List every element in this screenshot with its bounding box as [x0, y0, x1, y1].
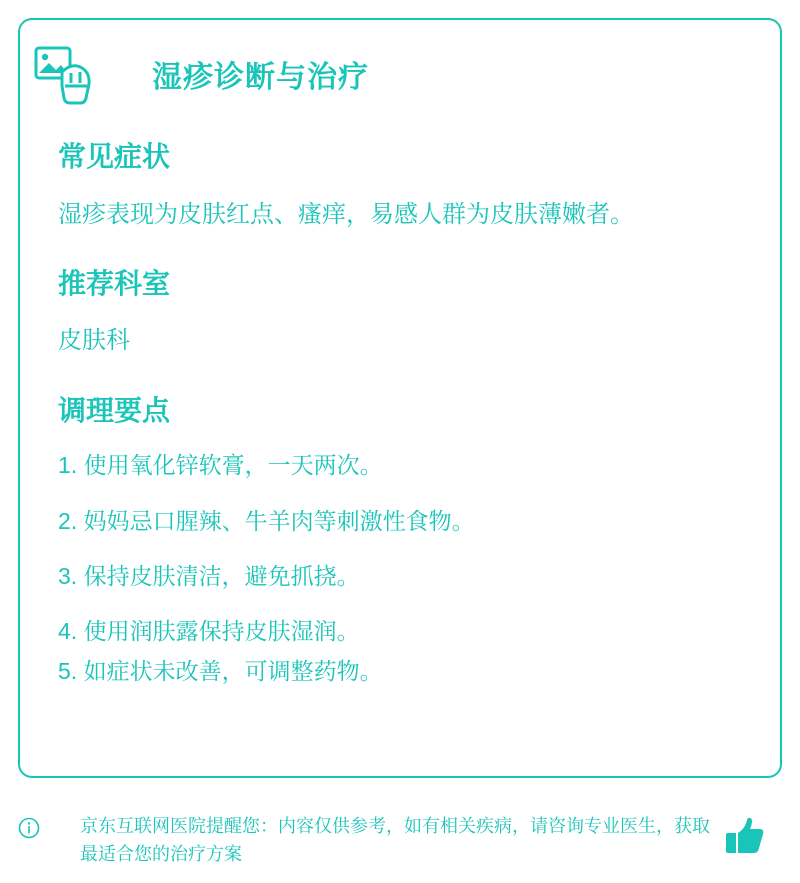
footer-disclaimer	[18, 813, 782, 869]
section-heading-department: 推荐科室	[58, 267, 171, 299]
content-card	[18, 18, 782, 778]
care-points-list	[58, 449, 742, 688]
footer-text: 京东互联网医院提醒您：内容仅供参考，如有相关疾病，请咨询专业医生，获取最适合您的治疗方案	[80, 816, 710, 865]
section-text-department: 皮肤科	[58, 327, 130, 355]
thumbs-up-icon[interactable]	[722, 813, 768, 859]
section-heading-care: 调理要点	[58, 394, 171, 426]
document-image-icon	[34, 42, 98, 106]
list-item: 2. 妈妈忌口腥辣、牛羊肉等刺激性食物。	[58, 507, 475, 534]
list-item: 4. 使用润肤露保持皮肤湿润。	[58, 618, 360, 645]
info-circle-icon	[18, 817, 40, 839]
section-heading-symptoms: 常见症状	[58, 141, 171, 172]
page-title: 湿疹诊断与治疗	[152, 61, 369, 94]
section-text-symptoms: 湿疹表现为皮肤红点、瘙痒，易感人群为皮肤薄嫩者。	[58, 200, 634, 228]
list-item: 1. 使用氧化锌软膏，一天两次。	[58, 452, 383, 479]
list-item: 5. 如症状未改善，可调整药物。	[58, 657, 383, 684]
list-item: 3. 保持皮肤清洁，避免抓挠。	[58, 562, 360, 589]
